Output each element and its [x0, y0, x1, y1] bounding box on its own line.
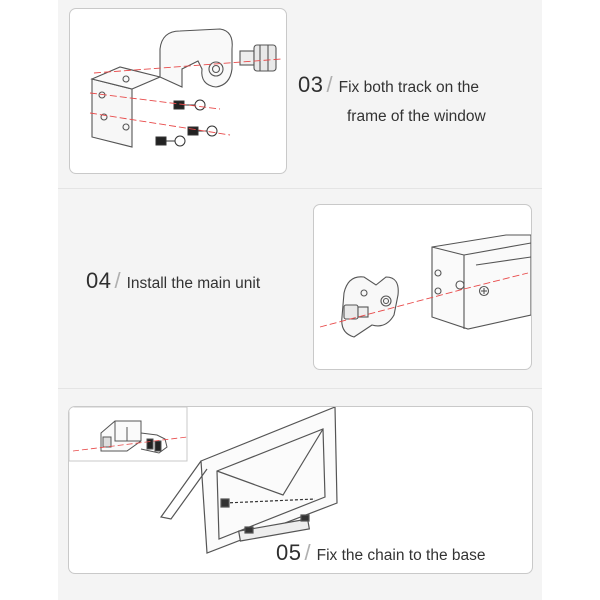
step-04-heading: [86, 268, 260, 294]
step-05-text: Fix the chain to the base: [316, 547, 486, 564]
section-divider: [58, 188, 542, 189]
step-05-separator: /: [304, 540, 311, 565]
bracket-screws-drawing: [70, 9, 286, 173]
step-04-number: 04: [86, 268, 112, 293]
section-divider: [58, 388, 542, 389]
step-03-text-line1: Fix both track on the: [338, 79, 480, 96]
step-04-text: Install the main unit: [126, 275, 261, 292]
step-03-text-line2: frame of the window: [347, 108, 486, 125]
step-05-number: 05: [276, 540, 302, 565]
main-unit-drawing: [314, 205, 531, 369]
step-03-illustration: [69, 8, 287, 174]
step-03-heading: [298, 72, 479, 98]
step-05-heading: [276, 540, 486, 566]
step-03-number: 03: [298, 72, 324, 97]
step-04-separator: /: [114, 268, 121, 293]
step-03-separator: /: [326, 72, 333, 97]
step-04-illustration: [313, 204, 532, 370]
